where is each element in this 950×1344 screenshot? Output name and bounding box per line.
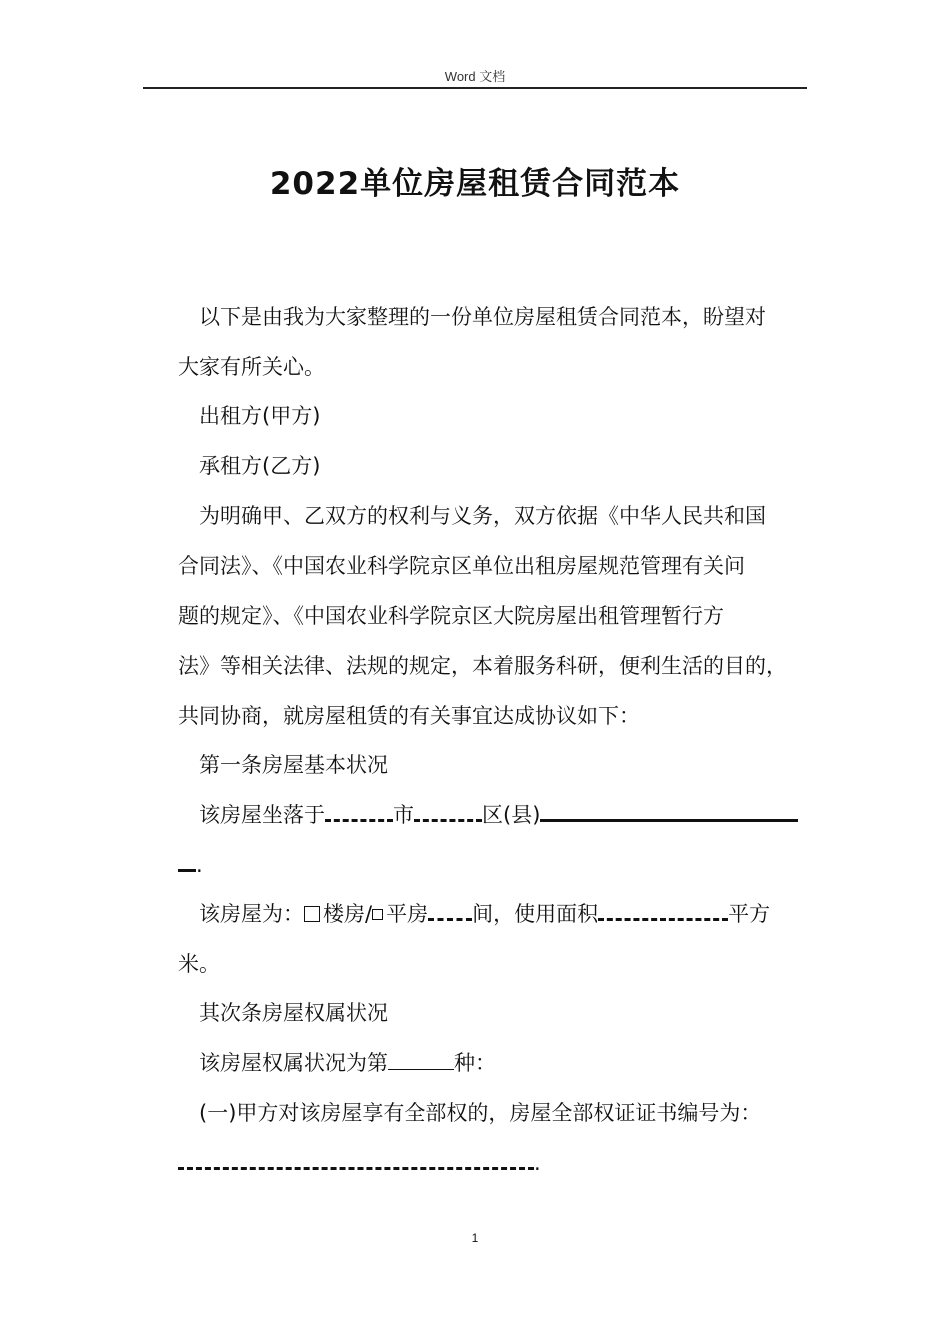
page-number: 1 [471, 1231, 479, 1245]
page-header: Word 文档 [444, 69, 506, 84]
house-type-label: 该房屋为： [199, 902, 304, 926]
location-line [199, 802, 798, 828]
rooms-label: 间，使用面积 [472, 902, 599, 926]
district-blank [414, 807, 482, 822]
basis-line-4: 法》等相关法律、法规的规定，本着服务科研，便利生活的目的， [178, 654, 787, 678]
document-title: 2022单位房屋租赁合同范本 [269, 166, 681, 202]
location-label: 该房屋坐落于 [199, 803, 325, 827]
rooms-blank [428, 906, 472, 921]
area-blank [598, 906, 728, 921]
city-blank [325, 807, 393, 822]
location-end: . [196, 853, 203, 877]
building-label: 楼房/ [323, 902, 373, 926]
area-unit-label: 平方 [728, 902, 771, 926]
district-label: 区(县) [482, 803, 541, 827]
bungalow-label: 平房 [386, 902, 429, 926]
intro-line-1: 以下是由我为大家整理的一份单位房屋租赁合同范本，盼望对 [199, 305, 766, 329]
certificate-number-end: . [534, 1151, 541, 1175]
address-blank [540, 807, 798, 822]
lessee-line: 承租方(乙方) [199, 454, 321, 478]
certificate-number-line [178, 1150, 541, 1176]
article-2-heading: 其次条房屋权属状况 [199, 1001, 388, 1025]
area-unit-line: 米。 [178, 952, 220, 976]
ownership-type-blank [388, 1057, 454, 1070]
intro-line-2: 大家有所关心。 [178, 355, 325, 379]
ownership-type-line [199, 1050, 496, 1076]
basis-line-2: 合同法》、《中国农业科学院京区单位出租房屋规范管理有关问 [178, 554, 745, 578]
basis-line-1: 为明确甲、乙双方的权利与义务，双方依据《中华人民共和国 [199, 504, 766, 528]
ownership-type-label: 该房屋权属状况为第 [199, 1051, 388, 1075]
basis-line-5: 共同协商，就房屋租赁的有关事宜达成协议如下： [178, 704, 640, 728]
ownership-clause-1: (一)甲方对该房屋享有全部权的，房屋全部权证证书编号为： [199, 1101, 762, 1125]
address-blank-continued [178, 857, 196, 872]
header-divider [143, 87, 807, 89]
city-label: 市 [393, 803, 414, 827]
location-line-continued [178, 852, 203, 878]
article-1-heading: 第一条房屋基本状况 [199, 753, 388, 777]
house-type-line [199, 901, 770, 927]
bungalow-checkbox [372, 909, 383, 920]
building-checkbox [304, 906, 320, 922]
ownership-type-suffix: 种： [454, 1051, 496, 1075]
certificate-number-blank [178, 1155, 534, 1170]
lessor-line: 出租方(甲方) [199, 404, 321, 428]
basis-line-3: 题的规定》、《中国农业科学院京区大院房屋出租管理暂行方 [178, 604, 724, 628]
